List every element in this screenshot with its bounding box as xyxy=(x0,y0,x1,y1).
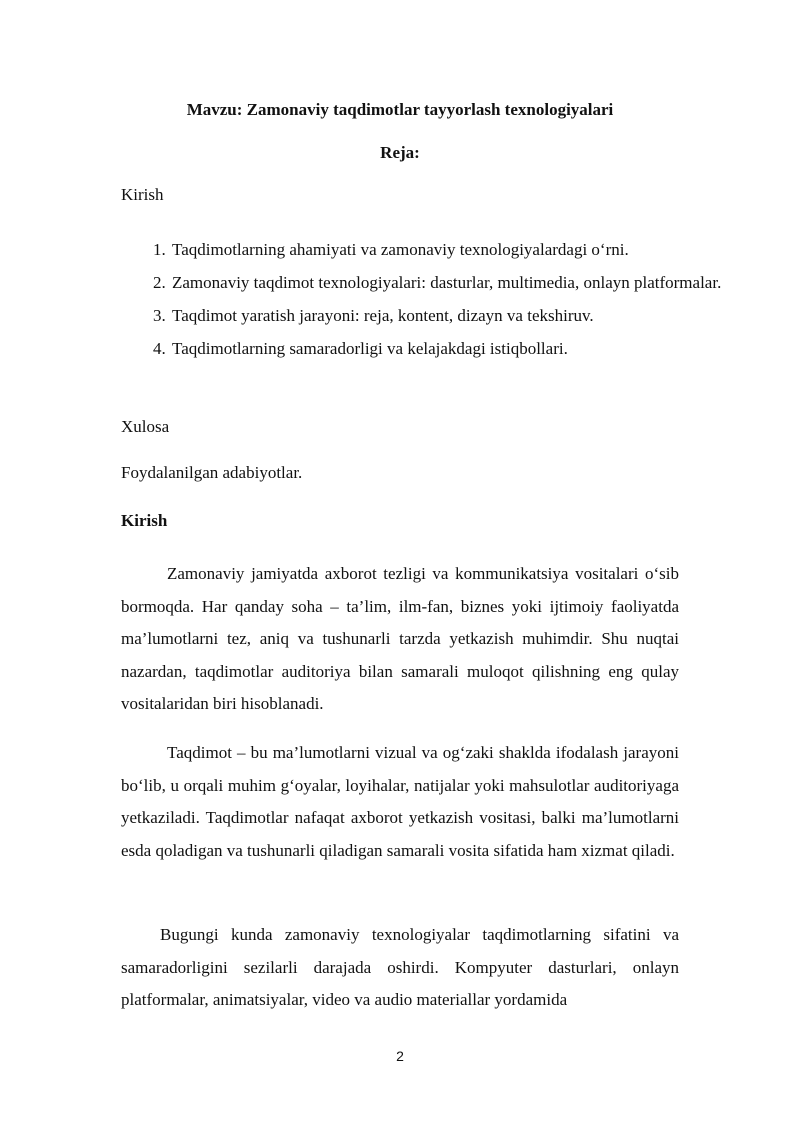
body-paragraph: Taqdimot – bu ma’lumotlarni vizual va og‘zaki shaklda ifodalash jarayoni bo‘lib, u orqali muhim g‘oyalar, loyihalar, natijalar yoki mahsulotlar auditoriyaga yetkaziladi. Taqdimotlar nafaqat axborot yetkazish vositasi, balki ma’lumotlarni esda qoladigan va tushunarli qiladigan samarali vosita sifatida ham xizmat qiladi. xyxy=(121,743,679,860)
page-number: 2 xyxy=(396,1048,404,1064)
document-title: Mavzu: Zamonaviy taqdimotlar tayyorlash texnologiyalari xyxy=(186,100,614,119)
plan-item: 3. Taqdimot yaratish jarayoni: reja, kontent, dizayn va tekshiruv. xyxy=(170,299,730,332)
section-heading: Kirish xyxy=(121,511,168,530)
plan-references-label: Foydalanilgan adabiyotlar. xyxy=(121,463,303,482)
plan-item: 1. Taqdimotlarning ahamiyati va zamonaviy texnologiyalardagi o‘rni. xyxy=(170,233,730,266)
plan-item: 4. Taqdimotlarning samaradorligi va kelajakdagi istiqbollari. xyxy=(170,332,730,365)
plan-list xyxy=(121,233,730,365)
plan-item: 2. Zamonaviy taqdimot texnologiyalari: dasturlar, multimedia, onlayn platformalar. xyxy=(170,266,730,299)
body-paragraph: Zamonaviy jamiyatda axborot tezligi va kommunikatsiya vositalari o‘sib bormoqda. Har qanday soha – ta’lim, ilm-fan, biznes yoki ijtimoiy faoliyatda ma’lumotlarni tez, aniq va tushunarli tarzda yetkazish muhimdir. Shu nuqtai nazardan, taqdimotlar auditoriya bilan samarali muloqot qilishning eng qulay vositalaridan biri hisoblanadi. xyxy=(121,564,679,713)
body-paragraph: Bugungi kunda zamonaviy texnologiyalar taqdimotlarning sifatini va samaradorligini sezilarli darajada oshirdi. Kompyuter dasturlari, onlayn platformalar, animatsiyalar, video va audio materiallar yordamida xyxy=(121,925,679,1009)
plan-heading: Reja: xyxy=(380,143,420,162)
plan-intro-label: Kirish xyxy=(121,185,164,204)
plan-conclusion-label: Xulosa xyxy=(121,417,170,436)
